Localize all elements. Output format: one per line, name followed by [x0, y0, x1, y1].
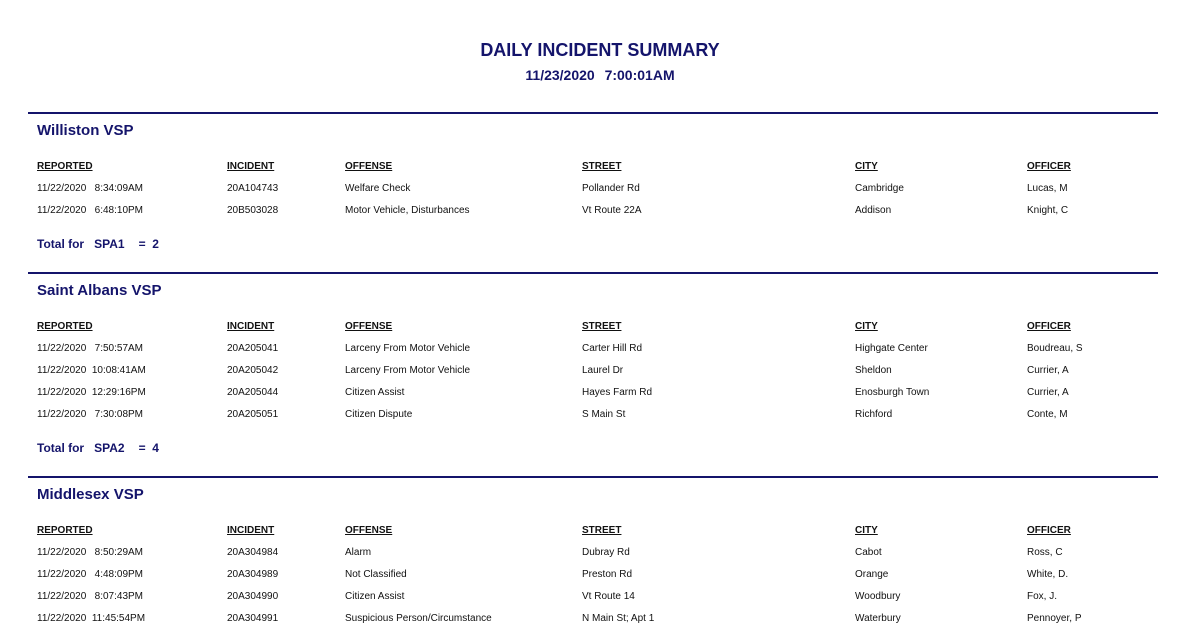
column-header: CITY — [855, 161, 878, 172]
cell-street: Vt Route 22A — [582, 205, 642, 216]
column-header: STREET — [582, 161, 622, 172]
column-header: OFFICER — [1027, 525, 1071, 536]
cell-city: Addison — [855, 205, 892, 216]
section-title: Middlesex VSP — [37, 486, 144, 503]
cell-street: Carter Hill Rd — [582, 343, 643, 354]
section-title: Williston VSP — [37, 122, 134, 139]
cell-offense: Citizen Assist — [345, 387, 405, 398]
column-headers — [28, 161, 1158, 175]
cell-reported: 11/22/2020 10:08:41AM — [37, 365, 146, 376]
cell-reported: 11/22/2020 6:48:10PM — [37, 205, 144, 216]
cell-street: Dubray Rd — [582, 547, 630, 558]
cell-incident: 20A304991 — [227, 613, 279, 624]
cell-street: Laurel Dr — [582, 365, 624, 376]
cell-incident: 20A205044 — [227, 387, 279, 398]
cell-offense: Larceny From Motor Vehicle — [345, 365, 471, 376]
cell-reported: 11/22/2020 8:50:29AM — [37, 547, 144, 558]
cell-offense: Welfare Check — [345, 183, 411, 194]
column-header: STREET — [582, 321, 622, 332]
cell-officer: White, D. — [1027, 569, 1069, 580]
cell-officer: Pennoyer, P — [1027, 613, 1082, 624]
column-header: REPORTED — [37, 161, 93, 172]
cell-incident: 20A304984 — [227, 547, 279, 558]
column-header: STREET — [582, 525, 622, 536]
column-header: OFFENSE — [345, 525, 393, 536]
table-row — [28, 613, 1158, 627]
section-divider — [28, 476, 1158, 478]
section-divider — [28, 272, 1158, 274]
cell-street: Pollander Rd — [582, 183, 640, 194]
cell-reported: 11/22/2020 4:48:09PM — [37, 569, 144, 580]
cell-city: Richford — [855, 409, 893, 420]
column-header: INCIDENT — [227, 161, 275, 172]
cell-city: Cambridge — [855, 183, 904, 194]
total-code: SPA2 — [94, 441, 125, 455]
cell-incident: 20B503028 — [227, 205, 279, 216]
cell-reported: 11/22/2020 8:07:43PM — [37, 591, 144, 602]
cell-officer: Lucas, M — [1027, 183, 1068, 194]
table-row — [28, 205, 1158, 219]
section-total — [37, 441, 169, 455]
cell-street: N Main St; Apt 1 — [582, 613, 655, 624]
column-header: REPORTED — [37, 321, 93, 332]
table-row — [28, 387, 1158, 401]
cell-offense: Citizen Assist — [345, 591, 405, 602]
column-header: OFFENSE — [345, 321, 393, 332]
total-code: SPA1 — [94, 237, 125, 251]
table-row — [28, 409, 1158, 423]
section-title: Saint Albans VSP — [37, 282, 162, 299]
cell-officer: Fox, J. — [1027, 591, 1058, 602]
section-middlesex-vsp — [28, 476, 1158, 624]
cell-reported: 11/22/2020 7:30:08PM — [37, 409, 144, 420]
cell-city: Sheldon — [855, 365, 892, 376]
cell-incident: 20A205041 — [227, 343, 279, 354]
total-count: = 4 — [138, 441, 159, 455]
total-label: Total for — [37, 441, 85, 455]
table-row — [28, 547, 1158, 561]
total-count: = 2 — [138, 237, 159, 251]
cell-incident: 20A304990 — [227, 591, 279, 602]
section-williston-vsp — [28, 112, 1158, 251]
column-header: OFFENSE — [345, 161, 393, 172]
cell-reported: 11/22/2020 7:50:57AM — [37, 343, 144, 354]
table-row — [28, 343, 1158, 357]
cell-offense: Suspicious Person/Circumstance — [345, 613, 492, 624]
cell-offense: Alarm — [345, 547, 372, 558]
table-row — [28, 365, 1158, 379]
cell-officer: Knight, C — [1027, 205, 1069, 216]
table-row — [28, 591, 1158, 605]
cell-street: Hayes Farm Rd — [582, 387, 653, 398]
column-headers — [28, 321, 1158, 335]
column-headers — [28, 525, 1158, 539]
report-title: DAILY INCIDENT SUMMARY — [480, 40, 720, 60]
column-header: REPORTED — [37, 525, 93, 536]
cell-offense: Not Classified — [345, 569, 407, 580]
total-label: Total for — [37, 237, 85, 251]
column-header: OFFICER — [1027, 321, 1071, 332]
cell-street: S Main St — [582, 409, 626, 420]
cell-incident: 20A205042 — [227, 365, 279, 376]
table-row — [28, 569, 1158, 583]
cell-city: Woodbury — [855, 591, 901, 602]
cell-officer: Currier, A — [1027, 387, 1069, 398]
cell-incident: 20A304989 — [227, 569, 279, 580]
cell-city: Enosburgh Town — [855, 387, 930, 398]
cell-reported: 11/22/2020 8:34:09AM — [37, 183, 144, 194]
cell-incident: 20A104743 — [227, 183, 279, 194]
cell-city: Waterbury — [855, 613, 901, 624]
cell-city: Orange — [855, 569, 889, 580]
cell-reported: 11/22/2020 12:29:16PM — [37, 387, 146, 398]
cell-officer: Boudreau, S — [1027, 343, 1083, 354]
section-saint-albans-vsp — [28, 272, 1158, 455]
cell-officer: Ross, C — [1027, 547, 1063, 558]
cell-offense: Motor Vehicle, Disturbances — [345, 205, 470, 216]
cell-officer: Conte, M — [1027, 409, 1068, 420]
cell-officer: Currier, A — [1027, 365, 1069, 376]
cell-offense: Larceny From Motor Vehicle — [345, 343, 471, 354]
cell-city: Highgate Center — [855, 343, 928, 354]
section-total — [37, 237, 169, 251]
cell-city: Cabot — [855, 547, 882, 558]
cell-street: Vt Route 14 — [582, 591, 635, 602]
cell-reported: 11/22/2020 11:45:54PM — [37, 613, 146, 624]
table-row — [28, 183, 1158, 197]
column-header: CITY — [855, 525, 878, 536]
column-header: INCIDENT — [227, 321, 275, 332]
cell-incident: 20A205051 — [227, 409, 279, 420]
cell-offense: Citizen Dispute — [345, 409, 413, 420]
column-header: OFFICER — [1027, 161, 1071, 172]
section-divider — [28, 112, 1158, 114]
cell-street: Preston Rd — [582, 569, 633, 580]
column-header: INCIDENT — [227, 525, 275, 536]
column-header: CITY — [855, 321, 878, 332]
report-date: 11/23/2020 7:00:01AM — [525, 67, 675, 83]
